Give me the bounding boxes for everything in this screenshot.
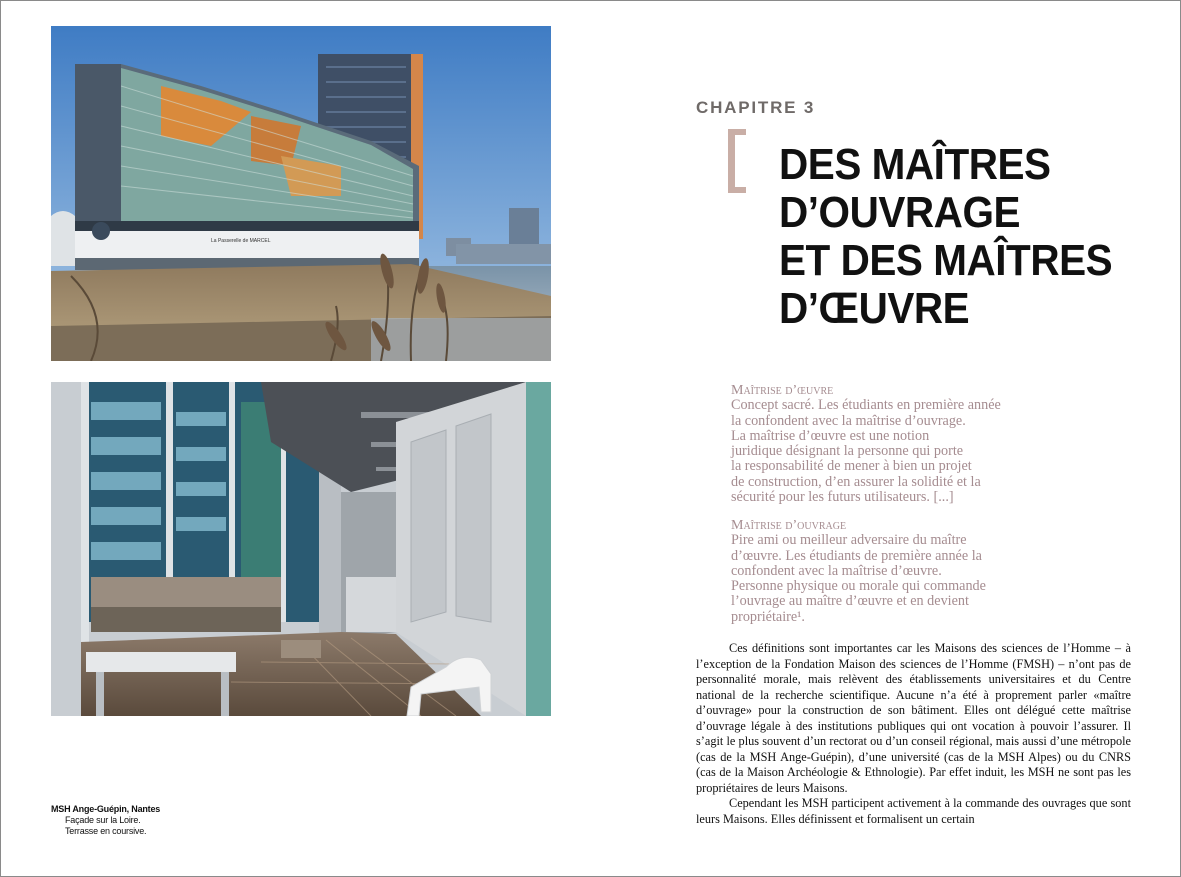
- glossary-line: de construction, d’en assurer la solidité et la: [731, 473, 981, 490]
- glossary-line: sécurité pour les futurs utilisateurs. [...]: [731, 489, 954, 506]
- glossary-line: la confondent avec la maîtrise d’ouvrage.: [731, 412, 966, 429]
- glossary-line: propriétaire¹.: [731, 608, 805, 625]
- chapter-title-line: D’ŒUVRE: [779, 284, 970, 333]
- glossary-entry-maitrise-oeuvre: [731, 383, 1071, 505]
- glossary-line: la responsabilité de mener à bien un projet: [731, 458, 972, 475]
- glossary-entry-maitrise-ouvrage: [731, 518, 1071, 625]
- glossary-line: Concept sacré. Les étudiants en première année: [731, 397, 1001, 414]
- photo-building-facade: [51, 26, 551, 361]
- glossary-line: juridique désignant la personne qui porte: [731, 443, 964, 460]
- glossary-line: Pire ami ou meilleur adversaire du maître: [731, 532, 967, 549]
- glossary-term: Maîtrise d’œuvre: [731, 383, 834, 398]
- bracket-ornament-icon: [728, 129, 748, 193]
- body-paragraph: Cependant les MSH participent activement à la commande des ouvrages que sont leurs Maisons. Elles définissent et formalisent un certain: [696, 796, 1131, 826]
- body-paragraph: Ces définitions sont importantes car les Maisons des sciences de l’Homme – à l’exception de la Fondation Maison des sciences de l’Homme (FMSH) – n’ont pas de personnalité morale, mais relèvent des établissements universitaires et du Centre national de la recherche scientifique. Aucune n’a été à proprement parler «maître d’ouvrage» pour la construction de son bâtiment. Elles ont délégué cette maîtrise d’ouvrage légale à des institutions publiques qui ont vocation à pouvoir l’assurer. Il s’agit le plus souvent d’un rectorat ou d’un conseil régional, mais aussi d’une métropole (cas de la MSH Ange-Guépin), d’une université (cas de la MSH Alpes) ou du CNRS (cas de la Maison Archéologie & Ethnologie). Par effet induit, les MSH ne sont pas les propriétaires de leurs Maisons.: [696, 641, 1131, 795]
- glossary-line: d’œuvre. Les étudiants de première année la: [731, 547, 982, 564]
- photo-caption: [51, 804, 251, 837]
- chapter-title-line: D’OUVRAGE: [779, 188, 1021, 237]
- glossary-line: La maîtrise d’œuvre est une notion: [731, 427, 930, 444]
- glossary-term: Maîtrise d’ouvrage: [731, 518, 847, 533]
- building-sign-text: La Passerelle de MARCEL: [211, 238, 271, 244]
- photo-terrace-walkway: [51, 382, 551, 716]
- body-text: [696, 641, 1131, 827]
- chapter-title-line: ET DES MAÎTRES: [779, 236, 1113, 285]
- chapter-title: [779, 141, 1129, 333]
- caption-line-terrace: Terrasse en coursive.: [65, 826, 147, 836]
- glossary-line: confondent avec la maîtrise d’œuvre.: [731, 562, 942, 579]
- chapter-label: CHAPITRE 3: [696, 98, 816, 117]
- caption-location: MSH Ange-Guépin, Nantes: [51, 804, 161, 814]
- chapter-title-line: DES MAÎTRES: [779, 140, 1051, 189]
- caption-line-facade: Façade sur la Loire.: [65, 815, 141, 825]
- glossary-line: Personne physique ou morale qui commande: [731, 578, 986, 595]
- glossary-line: l’ouvrage au maître d’œuvre et en devient: [731, 593, 969, 610]
